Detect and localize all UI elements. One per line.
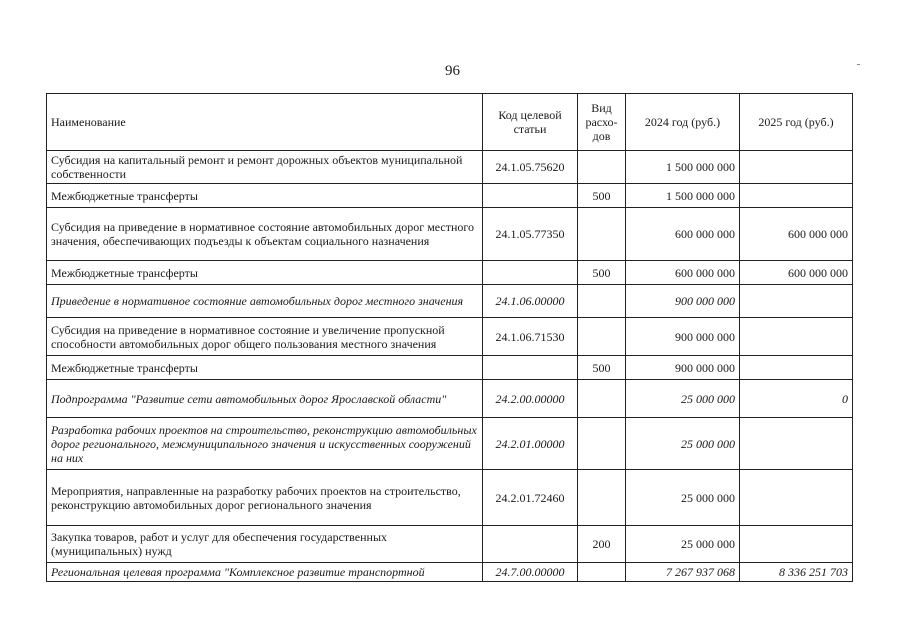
row-code: 24.1.05.77350	[483, 208, 578, 261]
row-code: 24.2.01.00000	[483, 418, 578, 470]
row-vid: 200	[578, 526, 626, 563]
row-vid	[578, 470, 626, 526]
table-row	[47, 208, 853, 261]
header-year-2024: 2024 год (руб.)	[626, 94, 740, 151]
row-amount-2025: 600 000 000	[740, 261, 853, 285]
row-amount-2024: 900 000 000	[626, 318, 740, 356]
row-amount-2024: 25 000 000	[626, 470, 740, 526]
row-amount-2025: 600 000 000	[740, 208, 853, 261]
row-vid	[578, 208, 626, 261]
row-vid: 500	[578, 184, 626, 208]
row-amount-2024: 900 000 000	[626, 356, 740, 380]
row-amount-2024: 25 000 000	[626, 418, 740, 470]
row-amount-2024: 900 000 000	[626, 285, 740, 318]
row-name: Субсидия на приведение в нормативное состояние и увеличение пропускной способности автомобильных дорог общего пользования местного значения	[47, 318, 483, 356]
row-code	[483, 356, 578, 380]
table-row	[47, 563, 853, 582]
row-name: Межбюджетные трансферты	[47, 261, 483, 285]
row-vid	[578, 563, 626, 582]
table-body	[47, 151, 853, 582]
table-row	[47, 526, 853, 563]
table-row	[47, 151, 853, 184]
row-code: 24.1.06.00000	[483, 285, 578, 318]
row-code: 24.1.06.71530	[483, 318, 578, 356]
row-amount-2025	[740, 184, 853, 208]
row-amount-2024: 7 267 937 068	[626, 563, 740, 582]
row-name: Приведение в нормативное состояние автомобильных дорог местного значения	[47, 285, 483, 318]
row-amount-2025: 0	[740, 380, 853, 418]
header-code: Код целевой статьи	[483, 94, 578, 151]
row-amount-2025	[740, 418, 853, 470]
row-amount-2024: 1 500 000 000	[626, 184, 740, 208]
table-row	[47, 261, 853, 285]
table-header-row	[47, 94, 853, 151]
budget-table	[46, 93, 853, 582]
row-code: 24.1.05.75620	[483, 151, 578, 184]
row-amount-2025	[740, 151, 853, 184]
row-vid: 500	[578, 356, 626, 380]
row-name: Межбюджетные трансферты	[47, 356, 483, 380]
header-year-2025: 2025 год (руб.)	[740, 94, 853, 151]
table-row	[47, 285, 853, 318]
row-vid	[578, 318, 626, 356]
row-amount-2024: 600 000 000	[626, 261, 740, 285]
row-vid	[578, 380, 626, 418]
row-amount-2025	[740, 318, 853, 356]
row-name: Разработка рабочих проектов на строительство, реконструкцию автомобильных дорог регионального, межмуниципального значения и искусственных сооружений на них	[47, 418, 483, 470]
row-vid	[578, 285, 626, 318]
table-row	[47, 470, 853, 526]
row-amount-2025	[740, 526, 853, 563]
row-amount-2024: 1 500 000 000	[626, 151, 740, 184]
row-amount-2025	[740, 356, 853, 380]
row-vid	[578, 418, 626, 470]
row-name: Региональная целевая программа "Комплексное развитие транспортной	[47, 563, 483, 582]
page-number: 96	[445, 63, 460, 79]
table-row	[47, 184, 853, 208]
row-name: Мероприятия, направленные на разработку рабочих проектов на строительство, реконструкцию автомобильных дорог регионального значения	[47, 470, 483, 526]
table-row	[47, 356, 853, 380]
row-amount-2024: 600 000 000	[626, 208, 740, 261]
table-row	[47, 380, 853, 418]
row-amount-2024: 25 000 000	[626, 526, 740, 563]
row-name: Межбюджетные трансферты	[47, 184, 483, 208]
row-name: Субсидия на приведение в нормативное состояние автомобильных дорог местного значения, обеспечивающих подъезды к объектам социального назначения	[47, 208, 483, 261]
row-name: Закупка товаров, работ и услуг для обеспечения государственных (муниципальных) нужд	[47, 526, 483, 563]
table-row	[47, 318, 853, 356]
row-name: Подпрограмма "Развитие сети автомобильных дорог Ярославской области"	[47, 380, 483, 418]
row-amount-2025: 8 336 251 703	[740, 563, 853, 582]
row-vid	[578, 151, 626, 184]
row-vid: 500	[578, 261, 626, 285]
row-name: Субсидия на капитальный ремонт и ремонт дорожных объектов муниципальной собственности	[47, 151, 483, 184]
row-code	[483, 184, 578, 208]
budget-table-container	[46, 93, 853, 582]
row-code: 24.2.01.72460	[483, 470, 578, 526]
row-amount-2025	[740, 285, 853, 318]
row-code: 24.7.00.00000	[483, 563, 578, 582]
row-amount-2025	[740, 470, 853, 526]
row-amount-2024: 25 000 000	[626, 380, 740, 418]
row-code	[483, 526, 578, 563]
row-code	[483, 261, 578, 285]
header-name: Наименование	[47, 94, 483, 151]
table-row	[47, 418, 853, 470]
row-code: 24.2.00.00000	[483, 380, 578, 418]
header-vid: Вид расхо-дов	[578, 94, 626, 151]
scan-speck	[857, 64, 860, 65]
